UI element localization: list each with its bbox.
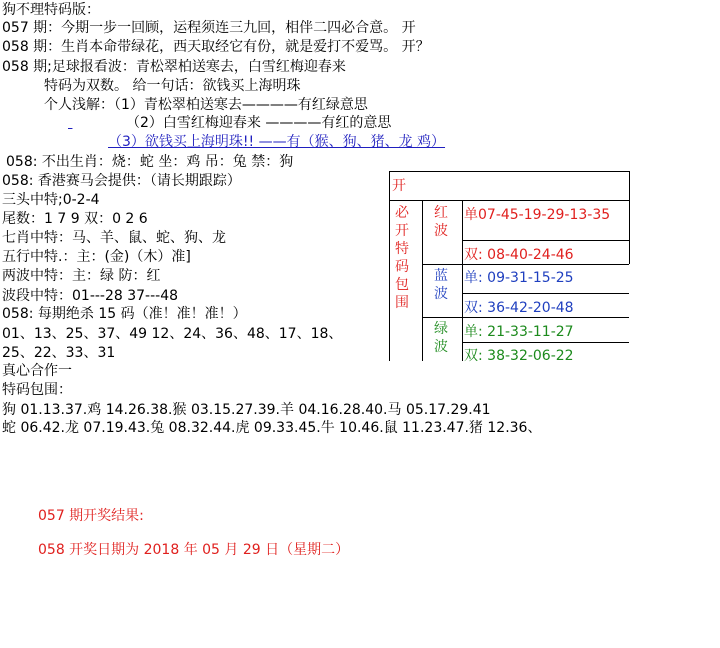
line-head: 三头中特;0-2-4	[2, 192, 100, 208]
table-border-left	[389, 171, 390, 361]
line-seven: 七肖中特：马、羊、鼠、蛇、狗、龙	[2, 230, 226, 246]
line-kill: 058: 每期绝杀 15 码（准！准！准！）	[2, 306, 247, 322]
line-sincere: 真心合作一	[2, 363, 72, 379]
line-five: 五行中特.：主：(金)（木）准]	[2, 249, 191, 265]
line-p3: （3）欲钱买上海明珠!! ——有（猴、狗、猪、龙 鸡）	[108, 134, 446, 150]
line-single: 特码为双数。 给一句话：欲钱买上海明珠	[44, 78, 301, 94]
table-divider-red-blue	[422, 264, 629, 265]
line-personal: 个人浅解：（1）青松翠柏送寒去————有红绿意思	[44, 97, 368, 113]
blue-wave-label: 蓝波	[434, 268, 448, 302]
red-double: 双: 08-40-24-46	[464, 247, 574, 263]
table-border-top	[389, 171, 629, 172]
line-nums-2: 25、22、33、31	[2, 345, 116, 361]
line-p2: （2）白雪红梅迎春来 ————有红的意思	[126, 115, 392, 131]
table-border-right-top	[629, 171, 630, 200]
blue-double: 双: 36-42-20-48	[464, 300, 574, 316]
line-band: 波段中特：01---28 37---48	[2, 288, 179, 304]
red-wave-label: 红波	[434, 205, 448, 239]
result-title: 057 期开奖结果:	[38, 508, 144, 524]
table-divider-open	[389, 200, 629, 201]
side-label: 必开特码包围	[395, 205, 409, 311]
table-divider-side	[422, 200, 423, 361]
result-date: 058 开奖日期为 2018 年 05 月 29 日（星期二）	[38, 542, 350, 558]
line-058-b: 058 期;足球报看波：青松翠柏送寒去，白雪红梅迎春来	[2, 59, 346, 75]
line-zodiac-2: 蛇 06.42.龙 07.19.43.兔 08.32.44.虎 09.33.45.牛 10.46.鼠 11.23.47.猪 12.36、	[2, 420, 542, 436]
line-057: 057 期：今期一步一回顾，运程须连三九回，相伴二四必合意。 开	[2, 20, 416, 36]
green-single: 单: 21-33-11-27	[464, 324, 574, 340]
table-border-right-red	[629, 200, 630, 264]
line-zodiac-1: 狗 01.13.37.鸡 14.26.38.猴 03.15.27.39.羊 04.16.28.40.马 05.17.29.41	[2, 402, 491, 418]
line-wrap: 特码包围：	[2, 382, 72, 398]
line-two: 两波中特：主：绿 防：红	[2, 268, 161, 284]
line-nums-1: 01、13、25、37、49 12、24、36、48、17、18、	[2, 326, 343, 342]
table-divider-blue-mid	[462, 293, 629, 294]
green-wave-label: 绿波	[434, 321, 448, 355]
table-divider-red-mid	[462, 240, 629, 241]
line-058-a: 058 期：生肖本命带绿花，西天取经它有份，就是爱打不爱骂。 开？	[2, 39, 430, 55]
open-label: 开	[392, 178, 406, 194]
green-double: 双: 38-32-06-22	[464, 348, 574, 364]
line-hk: 058: 香港赛马会提供：（请长期跟踪）	[2, 173, 241, 189]
doc-header: 狗不理特码版：	[2, 2, 100, 18]
red-single: 单07-45-19-29-13-35	[464, 207, 611, 223]
blue-single: 单: 09-31-15-25	[464, 270, 574, 286]
table-divider-label	[462, 200, 463, 361]
table-divider-green-mid	[462, 342, 629, 343]
table-divider-blue-green	[422, 317, 629, 318]
line-tail: 尾数：1 7 9 双：0 2 6	[2, 211, 148, 227]
line-nochu: 058: 不出生肖：烧：蛇 坐：鸡 吊：兔 禁：狗	[6, 154, 294, 170]
wave-table	[389, 171, 629, 364]
